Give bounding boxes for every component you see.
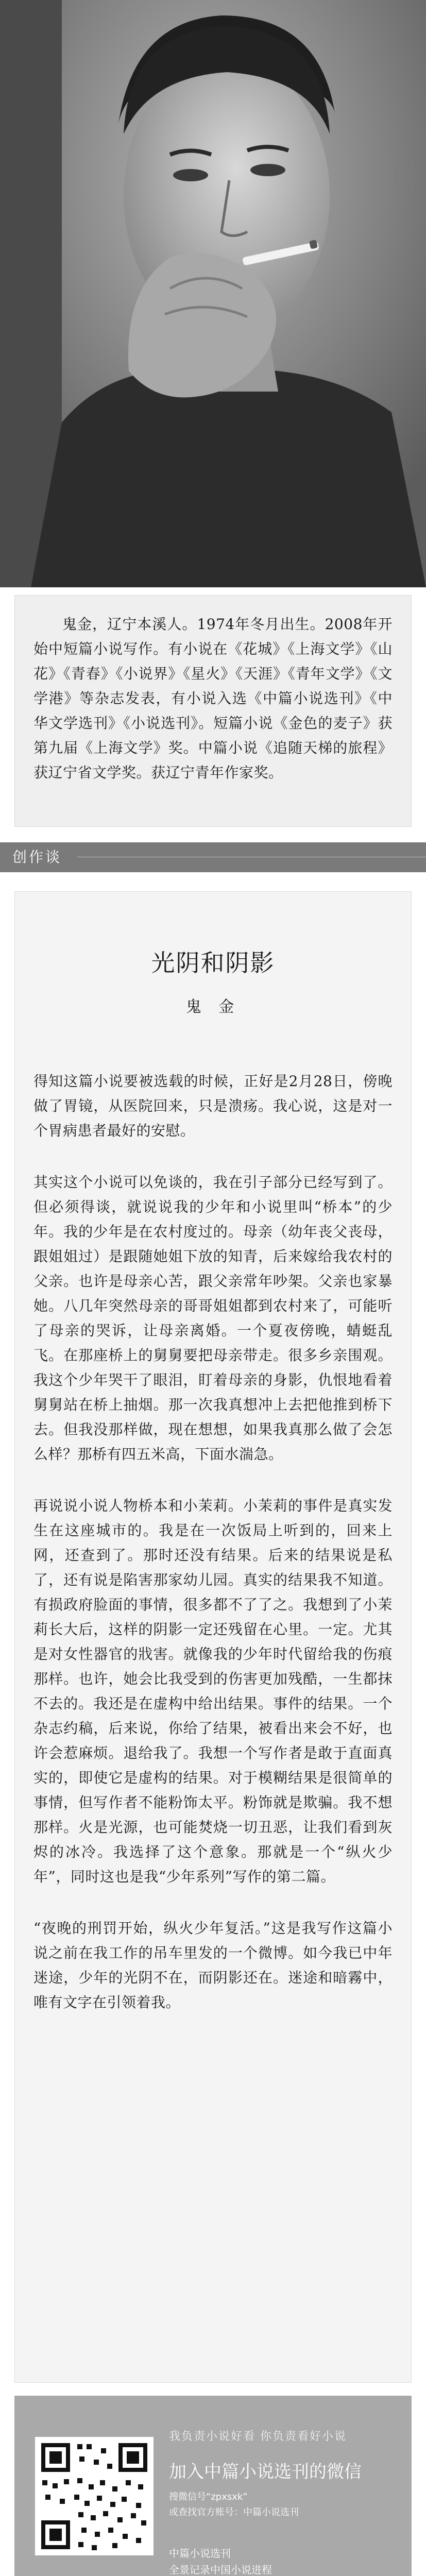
author-photo xyxy=(0,0,426,587)
article-paragraph: 再说说小说人物桥本和小茉莉。小茉莉的事件是真实发生在这座城市的。我是在一次饭局上听到的，回来上网，还查到了。那时还没有结果。后来的结果说是私了，还有说是陷害那家幼儿园。真实的结果我不知道。有损政府脸面的事情，很多都不了了之。我想到了小茉莉长大后，这样的阴影一定还残留在心里。一定。尤其是对女性器官的戕害。就像我的少年时代留给我的伤痕那样。也许，她会比我受到的伤害更加残酷，一生都抹不去的。我还是在虚构中给出结果。事件的结果。一个杂志约稿，后来说，你给了结果，被看出来会不好，也许会惹麻烦。退给我了。我想一个写作者是敢于直面真实的，即使它是虚构的结果。对于模糊结果是很简单的事情，但写作者不能粉饰太平。粉饰就是欺骗。我不想那样。火是光源，也可能焚烧一切丑恶，让我们看到灰烬的冰冷。我选择了这个意象。那就是一个“纵火少年”，同时这也是我“少年系列”写作的第二篇。 xyxy=(33,1497,393,1885)
qr-code-graphic xyxy=(35,2437,154,2555)
article-card xyxy=(14,891,412,2383)
wechat-promo xyxy=(14,2396,412,2576)
article-paragraph: 其实这个小说可以免谈的，我在引子部分已经写到了。但必须得谈，就说说我的少年和小说里叫“桥本”的少年。我的少年是在农村度过的。母亲（幼年丧父丧母，跟姐姐过）是跟随她姐下放的知青，后来嫁给我农村的父亲。也许是母亲心苦，跟父亲常年吵架。父亲也家暴她。八几年突然母亲的哥哥姐姐都到农村来了，可能听了母亲的哭诉，让母亲离婚。一个夏夜傍晚，蜻蜓乱飞。在那座桥上的舅舅要把母亲带走。很多乡亲围观。我这个少年哭干了眼泪，盯着母亲的身影，仇恨地看着舅舅站在桥上抽烟。那一次我真想冲上去把他推到桥下去。但我没那样做，现在想想，如果我真那么做了会怎么样？那桥有四五米高，下面水湍急。 xyxy=(33,1174,393,1463)
qr-code-icon[interactable] xyxy=(35,2437,154,2555)
promo-tag-1: 中篇小说选刊 xyxy=(169,2547,231,2560)
article-title: 光阴和阴影 xyxy=(151,949,275,977)
article-author: 鬼 金 xyxy=(185,998,241,1016)
article-paragraph: 得知这篇小说要被选载的时候，正好是2月28日，傍晚做了胃镜，从医院回来，只是溃疡。我心说，这是对一个胃病患者最好的安慰。 xyxy=(33,1073,393,1139)
promo-tag-2: 全景记录中国小说进程 xyxy=(169,2564,272,2576)
promo-search-account: 或查找官方账号：中篇小说选刊 xyxy=(169,2507,299,2518)
section-header xyxy=(0,842,426,872)
section-label: 创作谈 xyxy=(12,849,62,866)
author-bio-text: 鬼金，辽宁本溪人。1974年冬月出生。2008年开始中短篇小说写作。有小说在《花城》《上海文学》《山花》《青春》《小说界》《星火》《天涯》《青年文学》《文学港》等杂志发表，有小说入选《中篇小说选刊》《中华文学选刊》《小说选刊》。短篇小说《金色的麦子》获第九届《上海文学》奖。中篇小说《追随天梯的旅程》获辽宁省文学奖。获辽宁青年作家奖。 xyxy=(33,616,393,781)
promo-join-title: 加入中篇小说选刊的微信 xyxy=(169,2462,362,2482)
promo-slogan: 我负责小说好看 你负责看好小说 xyxy=(169,2430,347,2443)
author-bio xyxy=(14,595,412,827)
author-portrait-image xyxy=(0,0,426,587)
promo-search-id: 搜微信号“zpxsxk” xyxy=(169,2492,248,2502)
article-body xyxy=(33,1069,393,2015)
article-paragraph: “夜晚的刑罚开始，纵火少年复活。”这是我写作这篇小说之前在我工作的吊车里发的一个微博。如今我已中年迷途，少年的光阴不在，而阴影还在。迷途和暗霧中，唯有文字在引领着我。 xyxy=(33,1920,393,2011)
